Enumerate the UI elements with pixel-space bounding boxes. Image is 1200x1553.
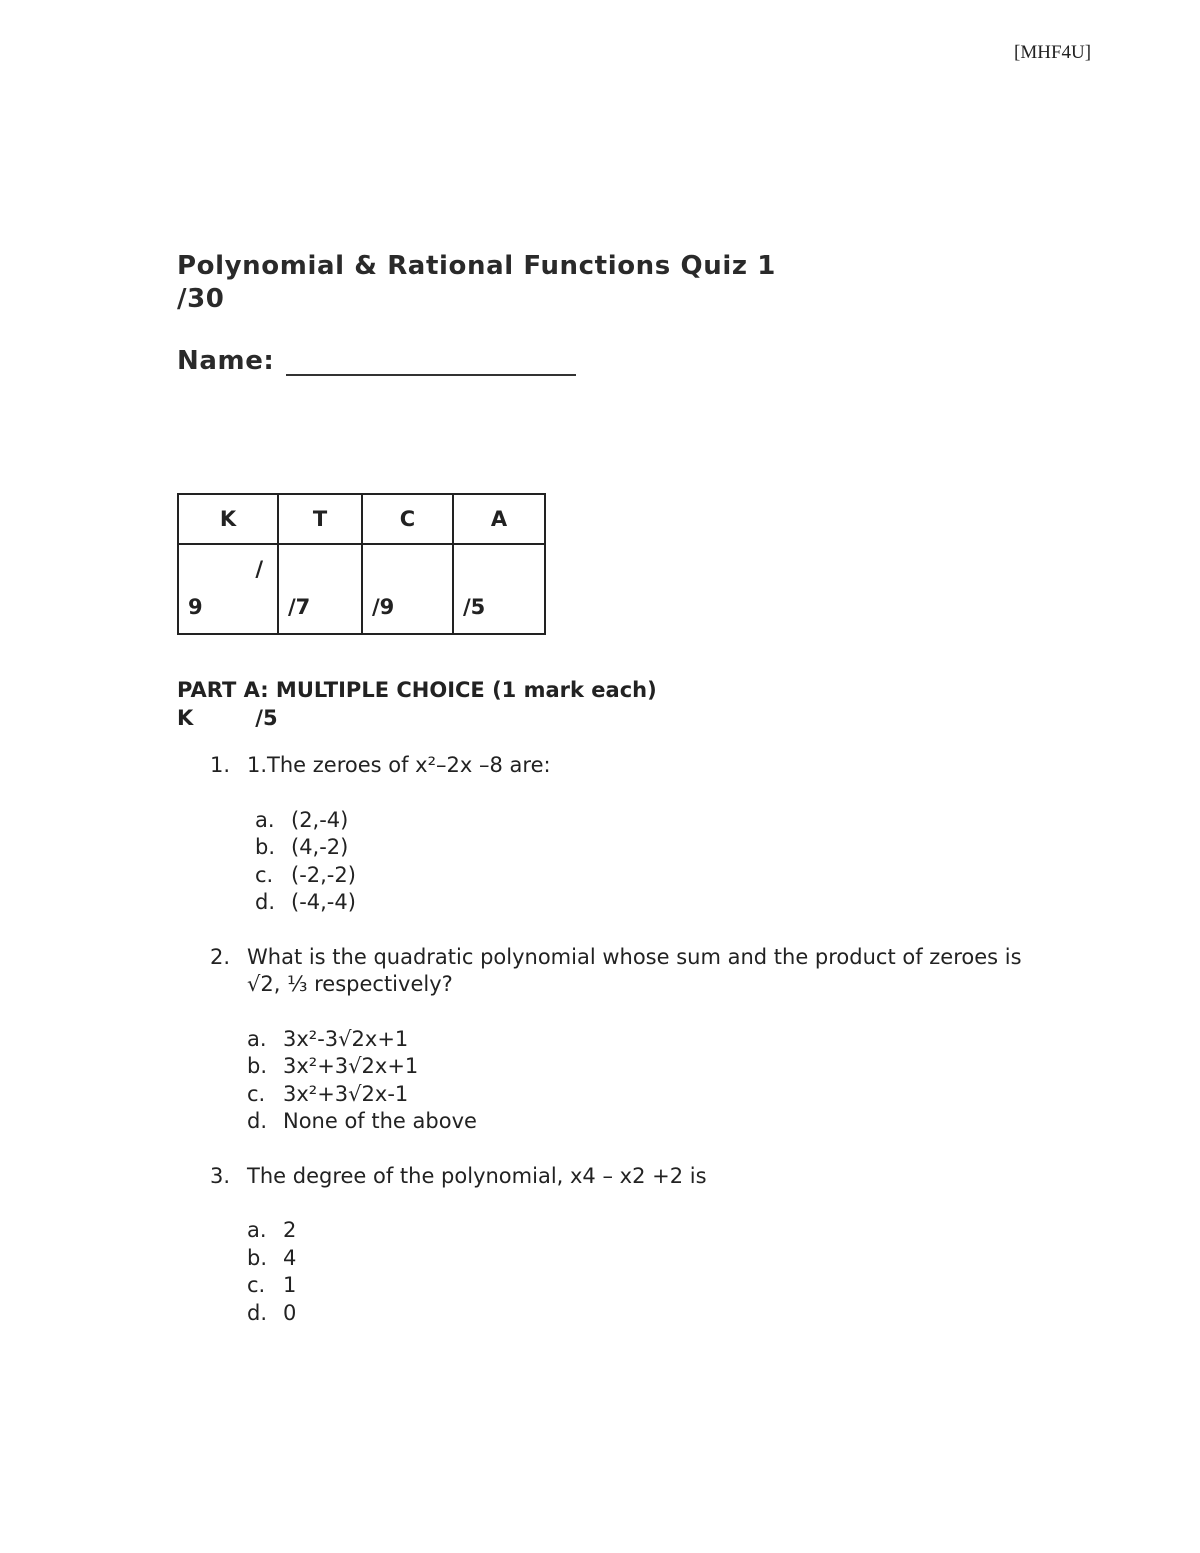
option-letter: b. bbox=[247, 1054, 268, 1078]
score-header-c: C bbox=[362, 494, 453, 544]
score-value-k-slash: / bbox=[255, 557, 263, 581]
option-d[interactable] bbox=[255, 889, 1030, 917]
score-value-k bbox=[178, 544, 278, 634]
option-letter: c. bbox=[255, 862, 274, 887]
quiz-total-marks: /30 bbox=[177, 284, 225, 314]
option-b[interactable] bbox=[247, 1245, 1030, 1273]
course-code: [MHF4U] bbox=[1014, 42, 1092, 63]
score-table bbox=[177, 493, 546, 635]
option-text: 4 bbox=[283, 1245, 297, 1270]
option-text: (2,-4) bbox=[291, 807, 349, 832]
option-letter: a. bbox=[255, 807, 275, 832]
question-number: 3. bbox=[210, 1163, 231, 1188]
option-letter: a. bbox=[247, 1026, 267, 1051]
question-text: 1.The zeroes of x²–2x –8 are: bbox=[247, 753, 551, 777]
option-text: 0 bbox=[283, 1300, 297, 1325]
option-list bbox=[247, 1026, 1030, 1136]
question-1 bbox=[210, 752, 1030, 917]
score-header-t: T bbox=[278, 494, 362, 544]
score-value-a: /5 bbox=[453, 544, 545, 634]
option-text: (4,-2) bbox=[291, 835, 349, 859]
option-letter: c. bbox=[247, 1081, 266, 1106]
option-d[interactable] bbox=[247, 1300, 1030, 1328]
option-letter: c. bbox=[247, 1273, 266, 1297]
score-header-k: K bbox=[178, 494, 278, 544]
question-number: 1. bbox=[210, 753, 231, 777]
part-a-heading bbox=[177, 676, 657, 732]
question-list bbox=[210, 752, 1030, 1354]
question-number: 2. bbox=[210, 944, 231, 969]
part-a-marks: /5 bbox=[255, 706, 278, 730]
score-value-k-number: 9 bbox=[188, 595, 203, 619]
quiz-title bbox=[177, 250, 776, 316]
score-table-header-row bbox=[178, 494, 545, 544]
option-text: (-4,-4) bbox=[291, 890, 356, 914]
option-text: 3x²+3√2x+1 bbox=[283, 1054, 419, 1078]
option-b[interactable] bbox=[247, 1053, 1030, 1081]
question-2 bbox=[210, 944, 1030, 1136]
score-header-a: A bbox=[453, 494, 545, 544]
option-list bbox=[255, 807, 1030, 917]
option-c[interactable] bbox=[255, 862, 1030, 890]
option-text: 1 bbox=[283, 1273, 297, 1297]
name-field bbox=[177, 346, 576, 376]
option-text: None of the above bbox=[283, 1109, 477, 1133]
score-table-value-row bbox=[178, 544, 545, 634]
option-c[interactable] bbox=[247, 1081, 1030, 1109]
option-letter: d. bbox=[247, 1109, 268, 1133]
option-letter: d. bbox=[247, 1300, 268, 1325]
question-3 bbox=[210, 1163, 1030, 1328]
option-list bbox=[247, 1217, 1030, 1327]
score-value-c: /9 bbox=[362, 544, 453, 634]
option-a[interactable] bbox=[247, 1026, 1030, 1054]
part-a-category: K bbox=[177, 706, 194, 730]
option-letter: d. bbox=[255, 890, 276, 914]
option-d[interactable] bbox=[247, 1108, 1030, 1136]
name-blank-line[interactable] bbox=[286, 348, 576, 376]
option-text: 2 bbox=[283, 1218, 297, 1242]
option-a[interactable] bbox=[247, 1217, 1030, 1245]
option-a[interactable] bbox=[255, 807, 1030, 835]
name-label: Name: bbox=[177, 346, 275, 376]
part-a-category-line bbox=[177, 704, 657, 732]
option-b[interactable] bbox=[255, 834, 1030, 862]
quiz-title-line: Polynomial & Rational Functions Quiz 1 bbox=[177, 251, 776, 281]
option-letter: b. bbox=[247, 1245, 268, 1270]
score-value-t: /7 bbox=[278, 544, 362, 634]
option-letter: b. bbox=[255, 835, 276, 859]
option-c[interactable] bbox=[247, 1272, 1030, 1300]
option-text: 3x²-3√2x+1 bbox=[283, 1026, 409, 1051]
question-text: What is the quadratic polynomial whose sum and the product of zeroes is √2, ⅓ respectively? bbox=[247, 944, 1022, 996]
question-text: The degree of the polynomial, x4 – x2 +2 is bbox=[247, 1163, 707, 1188]
part-a-title: PART A: MULTIPLE CHOICE (1 mark each) bbox=[177, 678, 657, 702]
option-text: 3x²+3√2x-1 bbox=[283, 1081, 409, 1106]
option-text: (-2,-2) bbox=[291, 862, 356, 887]
option-letter: a. bbox=[247, 1218, 267, 1242]
